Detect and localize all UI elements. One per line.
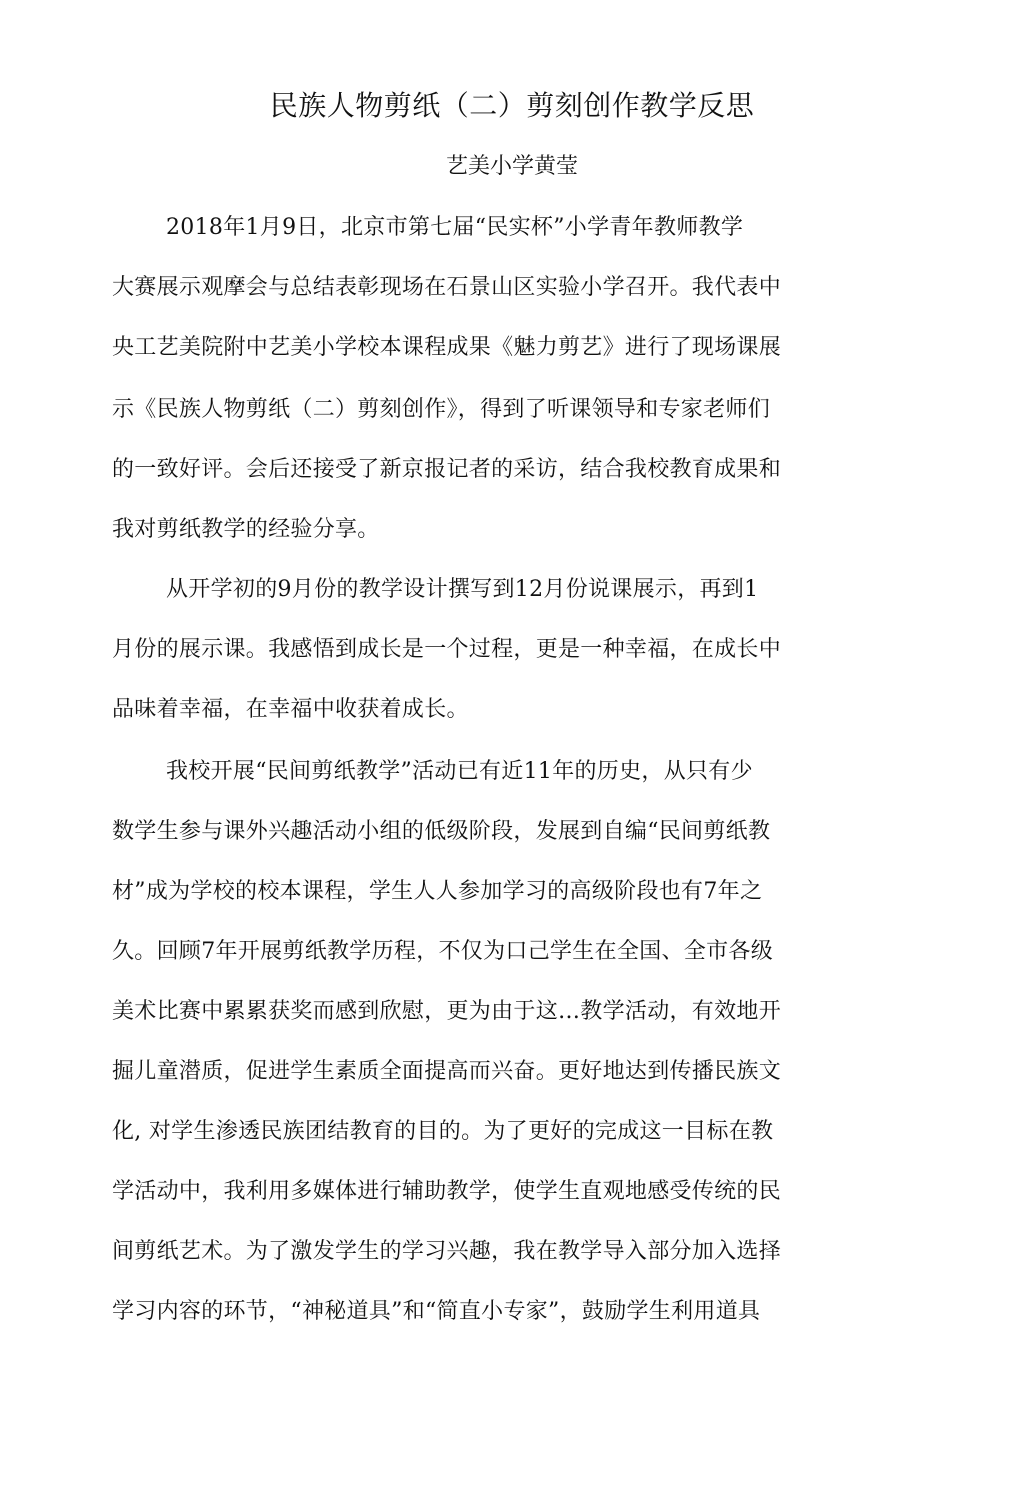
paragraph-line: 品味着幸福，在幸福中收获着成长。 [112,697,469,722]
paragraph-line: 我对剪纸教学的经验分享。 [112,517,380,542]
paragraph-line: 学习内容的环节，“神秘道具”和“简直小专家”，鼓励学生利用道具 [112,1299,761,1324]
paragraph-line: 央工艺美院附中艺美小学校本课程成果《魅力剪艺》进行了现场课展 [112,335,782,360]
paragraph-line: 的一致好评。会后还接受了新京报记者的采访，结合我校教育成果和 [112,457,782,482]
paragraph-line: 化, 对学生渗透民族团结教育的目的。为了更好的完成这一目标在教 [112,1119,774,1144]
paragraph-line: 数学生参与课外兴趣活动小组的低级阶段，发展到自编“民间剪纸教 [112,819,771,844]
paragraph-line: 2018年1月9日，北京市第七届“民实杯”小学青年教师教学 [166,215,744,240]
document-author: 艺美小学黄莹 [445,154,578,179]
paragraph-line: 月份的展示课。我感悟到成长是一个过程，更是一种幸福，在成长中 [112,637,782,662]
paragraph-line: 间剪纸艺术。为了激发学生的学习兴趣，我在教学导入部分加入选择 [112,1239,782,1264]
paragraph-line: 我校开展“民间剪纸教学”活动已有近11年的历史，从只有少 [166,759,753,784]
paragraph-line: 学活动中，我利用多媒体进行辅助教学，使学生直观地感受传统的民 [112,1179,782,1204]
paragraph-line: 材”成为学校的校本课程，学生人人参加学习的高级阶段也有7年之 [112,879,763,904]
paragraph-line: 美术比赛中累累获奖而感到欣慰，更为由于这…教学活动，有效地开 [112,999,782,1024]
paragraph-line: 示《民族人物剪纸（二）剪刻创作》，得到了听课领导和专家老师们 [112,397,771,422]
document-title: 民族人物剪纸（二）剪刻创作教学反思 [269,89,755,122]
paragraph-line: 久。回顾7年开展剪纸教学历程，不仅为口己学生在全国、全市各级 [112,939,773,964]
paragraph-line: 从开学初的9月份的教学设计撰写到12月份说课展示，再到1 [166,577,759,602]
paragraph-line: 掘儿童潜质，促进学生素质全面提高而兴奋。更好地达到传播民族文 [112,1059,782,1084]
paragraph-line: 大赛展示观摩会与总结表彰现场在石景山区实验小学召开。我代表中 [112,275,782,300]
